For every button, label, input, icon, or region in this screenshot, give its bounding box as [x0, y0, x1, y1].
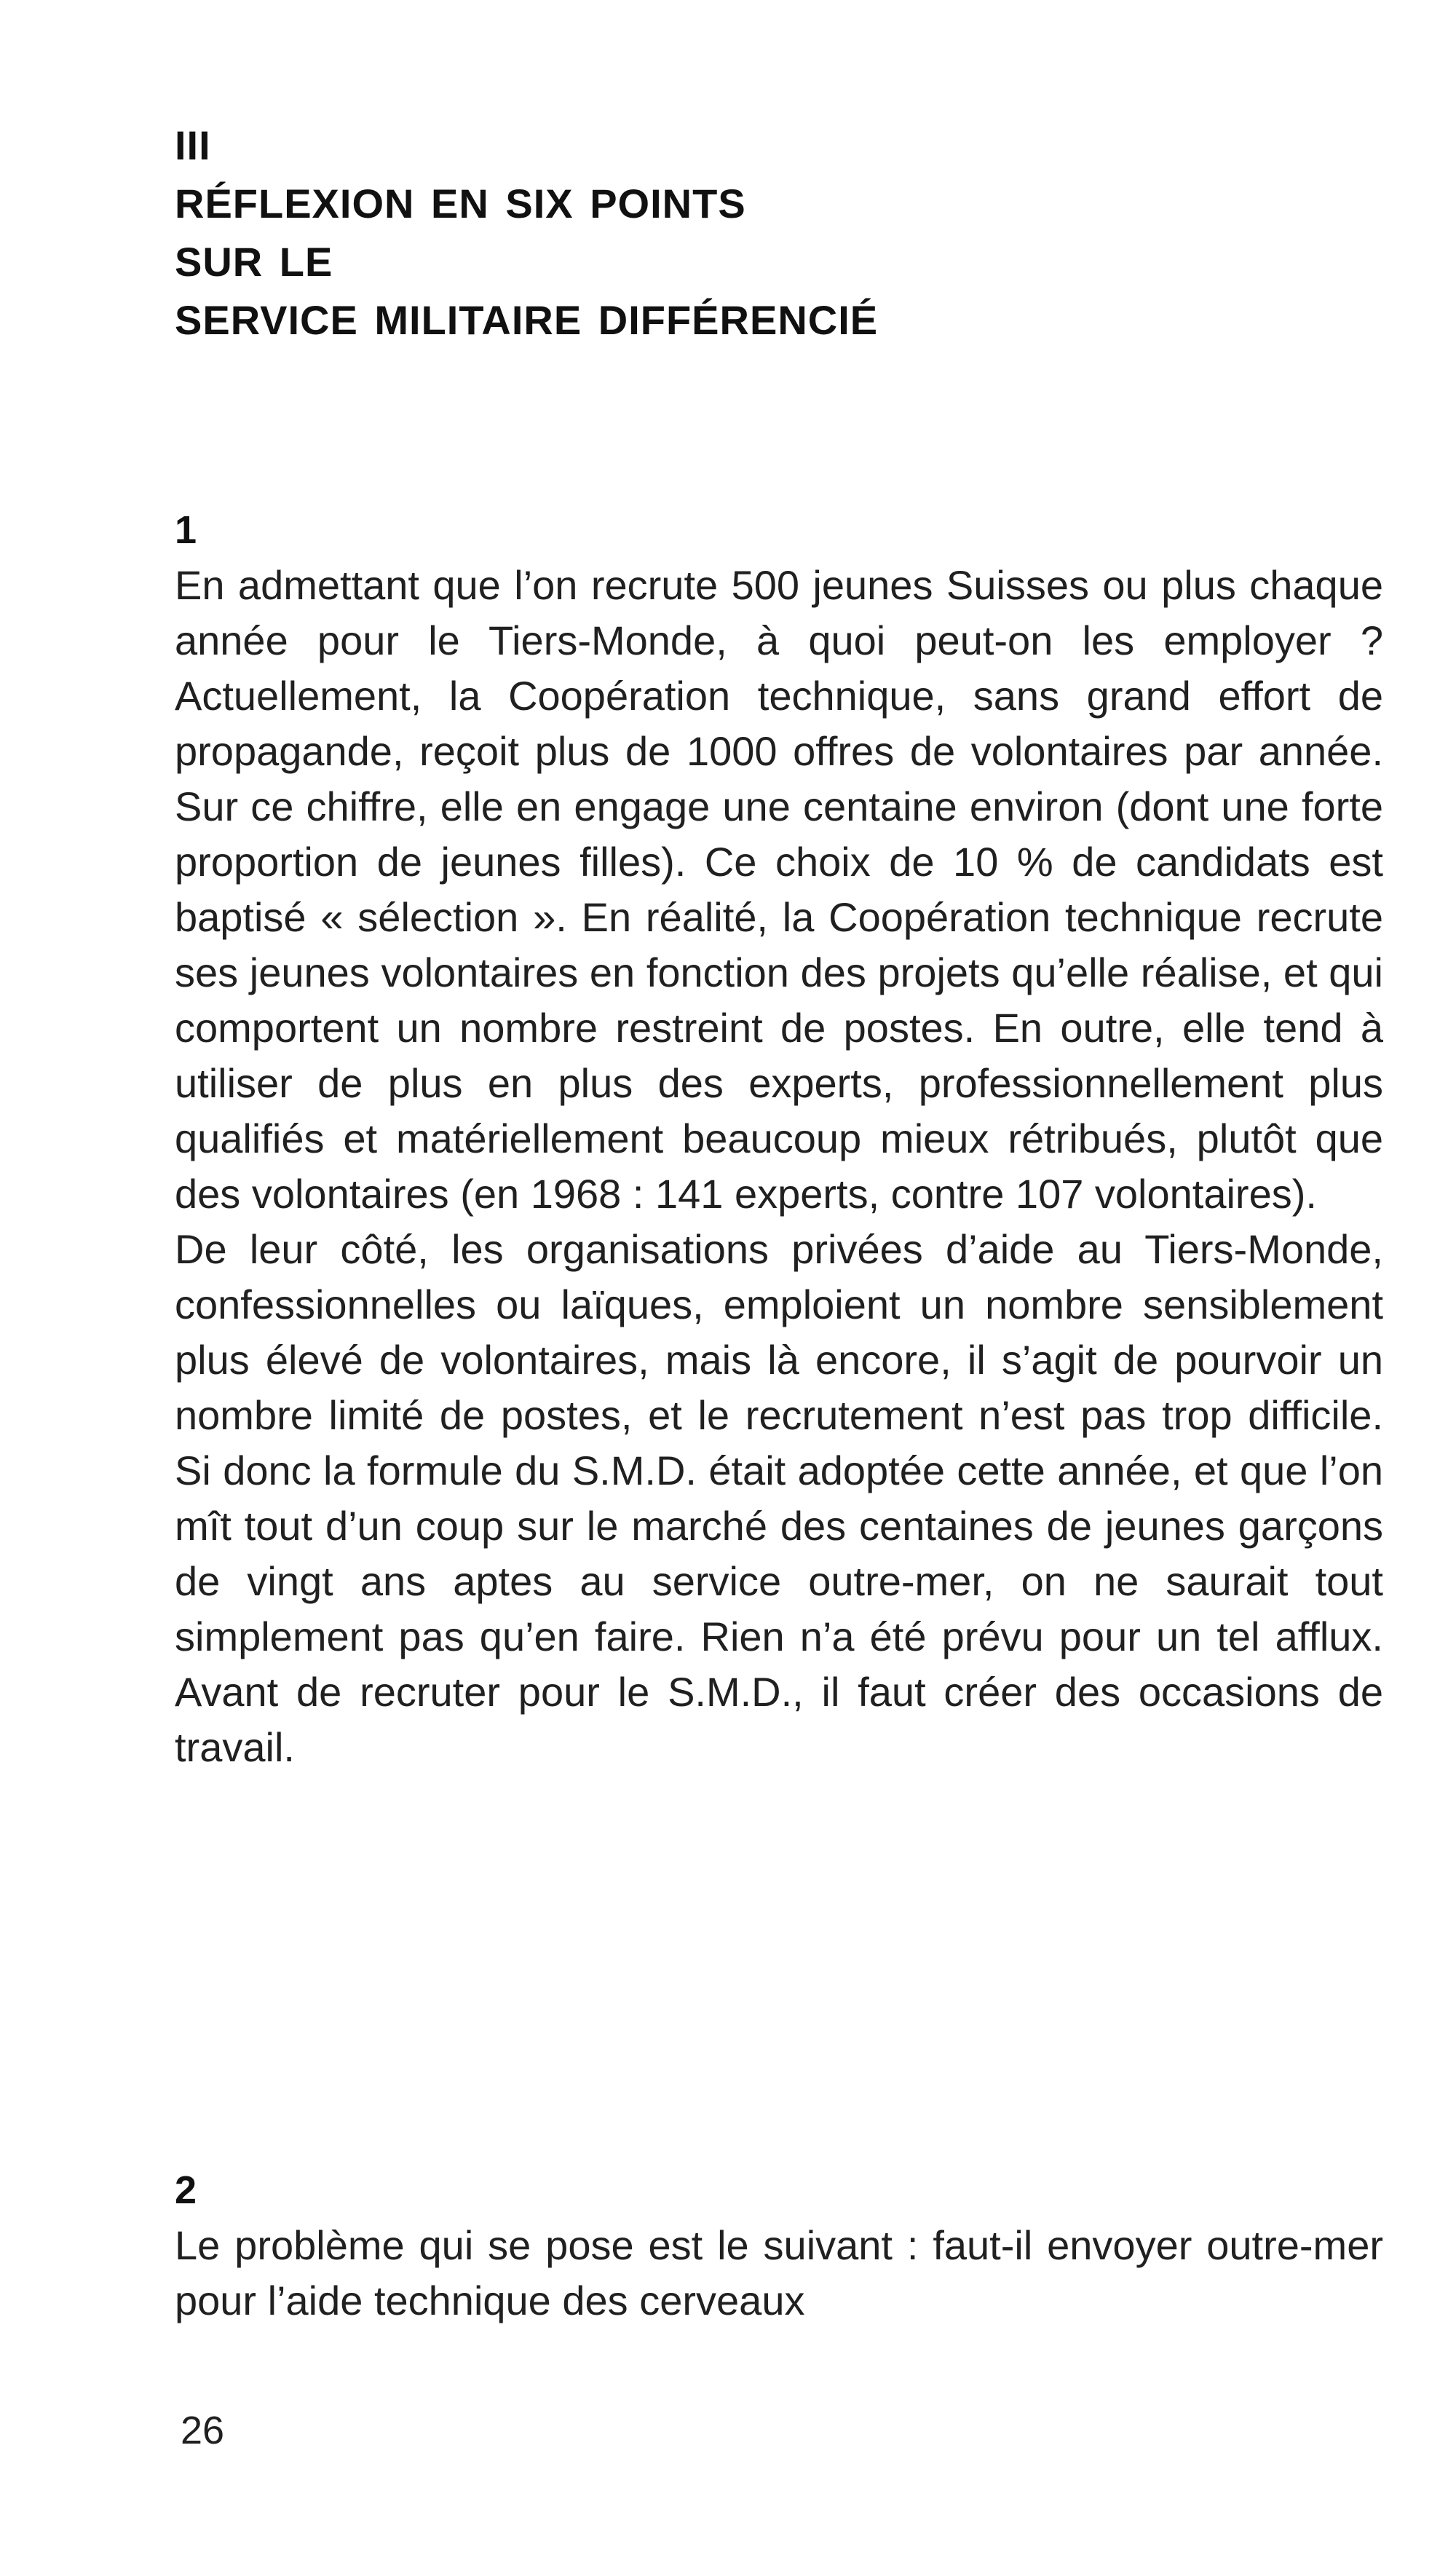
chapter-title-line-1: RÉFLEXION EN SIX POINTS [175, 181, 746, 226]
section-2-paragraph-1: Le problème qui se pose est le suivant : faut-il envoyer outre-mer pour l’aide technique des cerveaux [175, 2222, 1383, 2323]
section-1-paragraph-1: En admettant que l’on recrute 500 jeunes Suisses ou plus chaque année pour le Tiers-Monde, à quoi peut-on les employer ? Actuellement, la Coopération technique, sans grand effort de propagande, reçoit plus de 1000 offres de volontaires par année. Sur ce chiffre, elle en engage une centaine environ (dont une forte proportion de jeunes filles). Ce choix de 10 % de candidats est baptisé « sélection ». En réalité, la Coopération technique recrute ses jeunes volontaires en fonction des projets qu’elle réalise, et qui comportent un nombre restreint de postes. En outre, elle tend à utiliser de plus en plus des experts, professionnellement plus qualifiés et matériellement beaucoup mieux rétribués, plutôt que des volontaires (en 1968 : 141 experts, contre 107 volontaires). [175, 562, 1383, 1217]
page-number: 26 [181, 2409, 225, 2452]
chapter-heading [175, 116, 1340, 350]
section-2 [175, 2163, 1383, 2329]
section-1-paragraph-2: De leur côté, les organisations privées d’aide au Tiers-Monde, confessionnelles ou laïques, emploient un nombre sensiblement plus élevé de volontaires, mais là encore, il s’agit de pourvoir un nombre limité de postes, et le recrutement n’est pas trop difficile. Si donc la formule du S.M.D. était adoptée cette année, et que l’on mît tout d’un coup sur le marché des centaines de jeunes garçons de vingt ans aptes au service outre-mer, on ne saurait tout simplement pas qu’en faire. Rien n’a été prévu pour un tel afflux. Avant de recruter pour le S.M.D., il faut créer des occasions de travail. [175, 1226, 1383, 1770]
section-number: 1 [175, 508, 197, 552]
chapter-title-line-2: SUR LE [175, 239, 333, 285]
chapter-title-line-3: SERVICE MILITAIRE DIFFÉRENCIÉ [175, 297, 879, 343]
section-number: 2 [175, 2168, 197, 2212]
chapter-numeral: III [175, 122, 211, 168]
section-1 [175, 502, 1383, 1775]
